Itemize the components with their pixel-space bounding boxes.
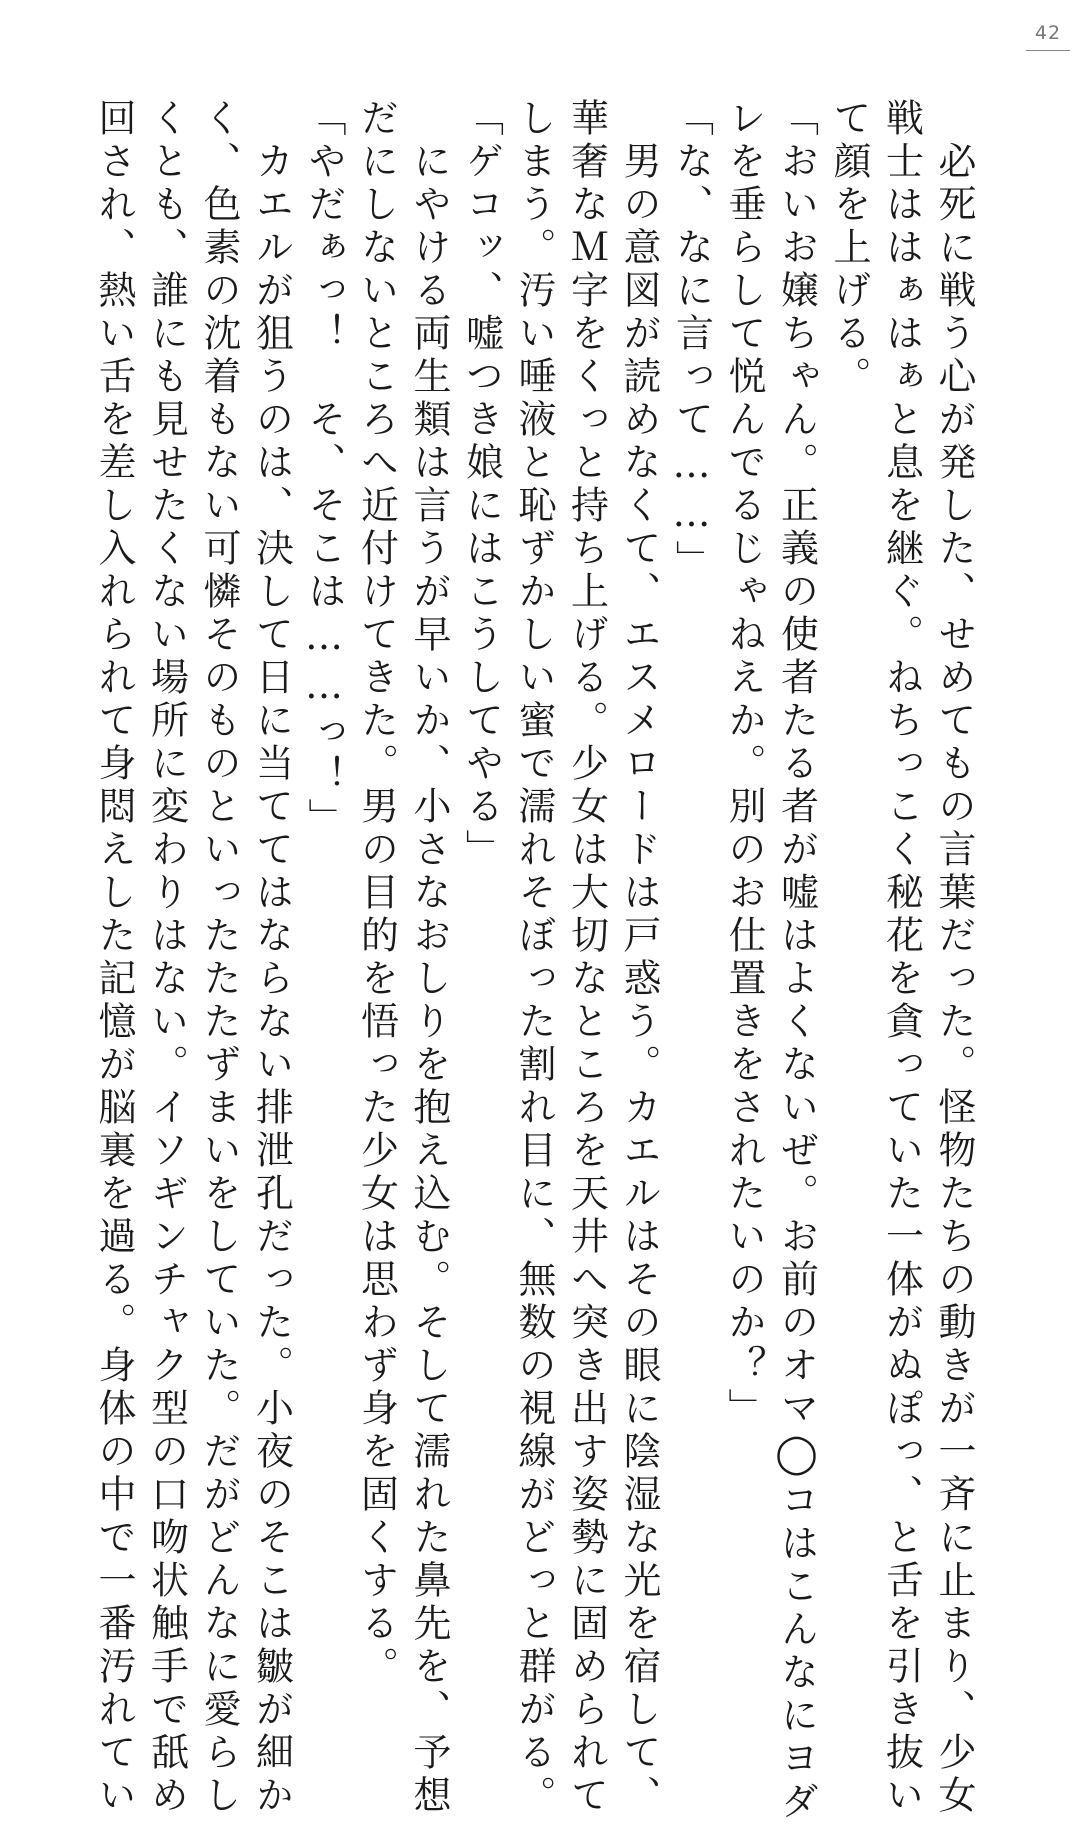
text-line: にやける両生類は言うが早いか、小さなおしりを抱え込む。そして濡れた鼻先を、予想 bbox=[407, 98, 451, 1818]
text-line: 「やだぁっ！ そ、そこは……っ！」 bbox=[302, 98, 346, 841]
text-line: 「おいお嬢ちゃん。正義の使者たる者が嘘はよくないぜ。お前のオマ◯コはこんなにヨダ bbox=[774, 98, 819, 1824]
text-line: く、色素の沈着もない可憐そのものといったたたずまいをしていた。だがどんなに愛らし bbox=[197, 98, 241, 1818]
text-line: しまう。汚い唾液と恥ずかしい蜜で濡れそぼった割れ目に、無数の視線がどっと群がる。 bbox=[512, 98, 556, 1818]
text-line: カエルが狙うのは、決して日に当ててはならない排泄孔だった。小夜のそこは皺が細か bbox=[249, 98, 294, 1818]
text-line: だにしないところへ近付けてきた。男の目的を悟った少女は思わず身を固くする。 bbox=[354, 98, 399, 1689]
page-number-rule bbox=[1026, 50, 1070, 51]
text-line: 華奢なＭ字をくっと持ち上げる。少女は大切なところを天井へ突き出す姿勢に固められて bbox=[564, 98, 609, 1818]
text-line: 「ゲコッ、嘘つき娘にはこうしてやる」 bbox=[459, 98, 504, 872]
text-line: 「な、なに言って……」 bbox=[669, 98, 714, 583]
text-line: 戦士ははぁはぁと息を継ぐ。ねちっこく秘花を貪っていた一体がぬぽっ、と舌を引き抜い bbox=[879, 98, 924, 1818]
text-line: くとも、誰にも見せたくない場所に変わりはない。イソギンチャク型の口吻状触手で舐め bbox=[144, 98, 189, 1818]
page-number: 42 bbox=[1034, 22, 1062, 44]
text-line: 必死に戦う心が発した、せめてもの言葉だった。怪物たちの動きが一斉に止まり、少女 bbox=[932, 98, 976, 1818]
text-line: 男の意図が読めなくて、エスメロードは戸惑う。カエルはその眼に陰湿な光を宿して、 bbox=[617, 98, 661, 1818]
novel-text-block bbox=[88, 98, 981, 1824]
text-line: レを垂らして悦んでるじゃねえか。別のお仕置きをされたいのか？」 bbox=[722, 98, 766, 1431]
text-line: て顔を上げる。 bbox=[827, 98, 871, 399]
text-line: 回され、熱い舌を差し入れられて身悶えした記憶が脳裏を過る。身体の中で一番汚れてい bbox=[92, 98, 136, 1818]
